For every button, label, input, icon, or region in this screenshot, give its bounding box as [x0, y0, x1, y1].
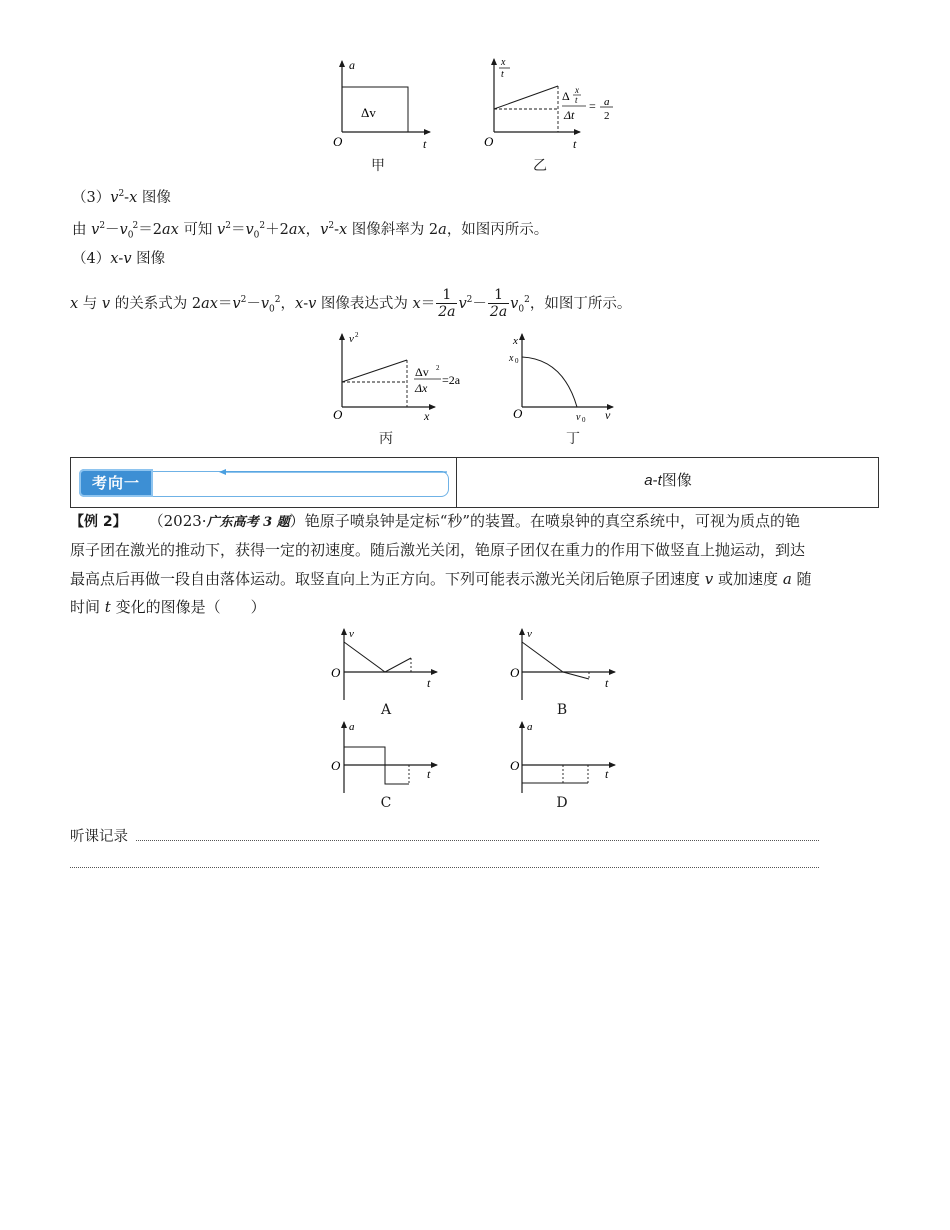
t: - [652, 472, 658, 489]
arrow-left-icon [219, 467, 449, 477]
section4-body [70, 280, 631, 330]
x-label: t [605, 767, 609, 781]
t: t [104, 598, 111, 616]
kao-xiang-table [70, 457, 879, 508]
t: v [320, 221, 329, 238]
t: ，如图丙所示。 [446, 221, 549, 238]
t: － [246, 295, 261, 312]
origin-label: O [513, 406, 523, 421]
origin-label: O [510, 758, 520, 773]
t: 2 [328, 221, 335, 231]
velocity-line [344, 642, 411, 672]
slope-x: x [575, 85, 579, 95]
t: a [782, 570, 792, 588]
x0-sub: 0 [515, 357, 519, 365]
x-label: v [605, 408, 611, 422]
t: v [260, 295, 270, 312]
notes-line-1[interactable] [136, 840, 819, 841]
t: x [70, 295, 79, 312]
option-d-graph[interactable] [505, 718, 625, 793]
figure-ding [505, 330, 625, 430]
t: v [217, 221, 226, 238]
kao-xiang-badge [79, 469, 451, 497]
slope-num-sup: 2 [436, 364, 440, 372]
t: 0 [127, 230, 134, 241]
x-label: t [427, 767, 431, 781]
t: － [472, 295, 487, 312]
t: 2a [438, 304, 456, 321]
origin-label: O [331, 665, 341, 680]
slope-den: Δx [415, 381, 428, 395]
t: 2 [118, 189, 125, 199]
t: x [295, 295, 304, 312]
t: 或加速度 [713, 570, 783, 588]
topic-title [457, 458, 879, 507]
t: 变化的图像是（ ） [110, 598, 266, 616]
t: 图像表达式为 [316, 295, 413, 312]
x-label: t [423, 137, 427, 151]
t: - [124, 189, 130, 206]
t: 可知 [178, 221, 217, 238]
option-c-label[interactable]: C [380, 795, 392, 811]
example-line-3 [70, 569, 812, 589]
y-label: a [349, 58, 355, 72]
figure-yi [480, 55, 630, 155]
rhs-num: a [604, 96, 610, 108]
x-label: t [427, 676, 431, 690]
t: v [308, 295, 317, 312]
section3-body [72, 216, 548, 246]
t: ＝2 [138, 221, 162, 238]
t: 图像斜率为 2 [347, 221, 439, 238]
origin-label: O [484, 134, 494, 149]
t: 0 [518, 304, 525, 315]
t: ， [280, 295, 295, 312]
t: ＝ [230, 221, 246, 238]
fraction-1-over-2a [488, 287, 509, 320]
t: ax [201, 295, 218, 312]
velocity-line [522, 642, 589, 679]
x-label: t [573, 137, 577, 151]
t: 1 [436, 287, 457, 304]
rhs-den: 2 [604, 110, 610, 122]
t: a [438, 221, 447, 238]
x-label: x [424, 409, 430, 423]
t: 2 [225, 221, 231, 231]
option-b-graph[interactable] [505, 625, 625, 700]
t: 2 [524, 295, 530, 305]
t: （3） [72, 189, 111, 206]
t: － [105, 221, 120, 238]
t: 0 [253, 230, 260, 241]
figure-bing [325, 330, 475, 430]
origin-label: O [333, 134, 343, 149]
t: 的关系式为 2 [110, 295, 202, 312]
t: v [510, 295, 519, 312]
t: ） [289, 512, 305, 530]
t: 最高点后再做一段自由落体运动。取竖直向上为正方向。下列可能表示激光关闭后铯原子团速度 [70, 570, 705, 588]
caption-ding: 丁 [566, 431, 580, 447]
v0-label: v [576, 412, 581, 423]
xt-line [494, 86, 558, 109]
y-label: v [349, 628, 354, 640]
source-name: 广东高考 3 题 [206, 515, 290, 530]
example-line-4 [70, 597, 266, 617]
t: x [110, 251, 119, 267]
t: （2023· [148, 512, 207, 530]
y-label-den: t [501, 69, 504, 80]
example-line-1 [70, 511, 800, 533]
origin-label: O [333, 407, 343, 422]
t: ＝ [420, 295, 436, 312]
area-label: Δv [361, 105, 376, 120]
t: 1 [488, 287, 509, 304]
t: ， [305, 221, 321, 238]
t: ＝ [217, 295, 233, 312]
slope-t: t [575, 95, 578, 105]
y-label: v [349, 333, 354, 345]
v2x-line [342, 360, 407, 382]
x0-label: x [509, 353, 514, 364]
option-a-graph[interactable] [325, 625, 445, 700]
xv-curve [522, 357, 577, 407]
t: v [232, 295, 241, 312]
option-b-label[interactable]: B [556, 702, 568, 718]
origin-label: O [510, 665, 520, 680]
caption-jia: 甲 [371, 158, 385, 174]
t: 2a [489, 304, 508, 321]
section3-heading [72, 184, 171, 208]
t: x [339, 221, 348, 238]
t: v [119, 221, 128, 238]
t: 图像 [137, 189, 171, 206]
caption-yi: 乙 [533, 158, 547, 174]
t: 2 [274, 295, 281, 305]
fraction-1-over-2a [436, 287, 457, 320]
t: - [303, 295, 309, 312]
badge-label: 考向一 [91, 474, 140, 492]
t: ax [161, 221, 179, 238]
example-label: 【例 2】 [70, 514, 127, 530]
notes-label: 听课记录 [70, 829, 128, 845]
x-label: t [605, 676, 609, 690]
t: （4） [72, 251, 111, 267]
t: v [704, 570, 714, 588]
section4-heading [72, 249, 165, 269]
y-label: a [527, 721, 533, 733]
y-label: v [527, 628, 532, 640]
t: v [110, 189, 119, 206]
t: - [334, 221, 340, 238]
notes-line-2[interactable] [70, 867, 819, 868]
figure-jia [325, 55, 445, 155]
caption-bing: 丙 [379, 431, 393, 447]
option-c-graph[interactable] [325, 718, 445, 793]
y-label: x [513, 335, 518, 347]
origin-label: O [331, 758, 341, 773]
t: 2 [466, 295, 473, 305]
t: 2 [132, 221, 139, 231]
t: 2 [259, 221, 266, 231]
t: x [129, 189, 138, 206]
y-label: a [349, 721, 355, 733]
v0-sub: 0 [582, 416, 586, 424]
option-d-label[interactable]: D [556, 795, 568, 811]
slope-rhs: =2a [442, 373, 461, 387]
t: v [91, 221, 100, 238]
t: t [657, 472, 662, 489]
t: 由 [72, 221, 92, 238]
t: 图像 [661, 472, 692, 489]
t: 铯原子喷泉钟是定标“秒”的装置。在喷泉钟的真空系统中，可视为质点的铯 [304, 512, 801, 530]
slope-den: Δt [564, 108, 575, 122]
slope-num: Δv [415, 365, 429, 379]
t: 2 [99, 221, 106, 231]
t: ＋2 [265, 221, 289, 238]
t: ax [288, 221, 306, 238]
t: v [245, 221, 254, 238]
t: 图像 [131, 251, 166, 267]
t: 与 [78, 295, 102, 312]
t: 2 [240, 295, 247, 305]
t: ，如图丁所示。 [529, 295, 632, 312]
slope-delta: Δ [562, 89, 570, 103]
t: - [118, 251, 124, 267]
t: 时间 [70, 598, 105, 616]
example-line-2: 原子团在激光的推动下，获得一定的初速度。随后激光关闭，铯原子团仅在重力的作用下做竖直上抛运动，到达 [70, 541, 806, 559]
t: v [101, 295, 111, 312]
y-label-sup: 2 [355, 331, 359, 339]
t: v [458, 295, 467, 312]
t: 随 [791, 570, 812, 588]
t: v [123, 251, 132, 267]
t: 0 [269, 304, 275, 315]
equals: = [589, 99, 596, 113]
option-a-label[interactable]: A [380, 702, 392, 718]
t: a [644, 472, 653, 489]
y-label-num: x [501, 57, 506, 68]
t: x [412, 295, 421, 312]
